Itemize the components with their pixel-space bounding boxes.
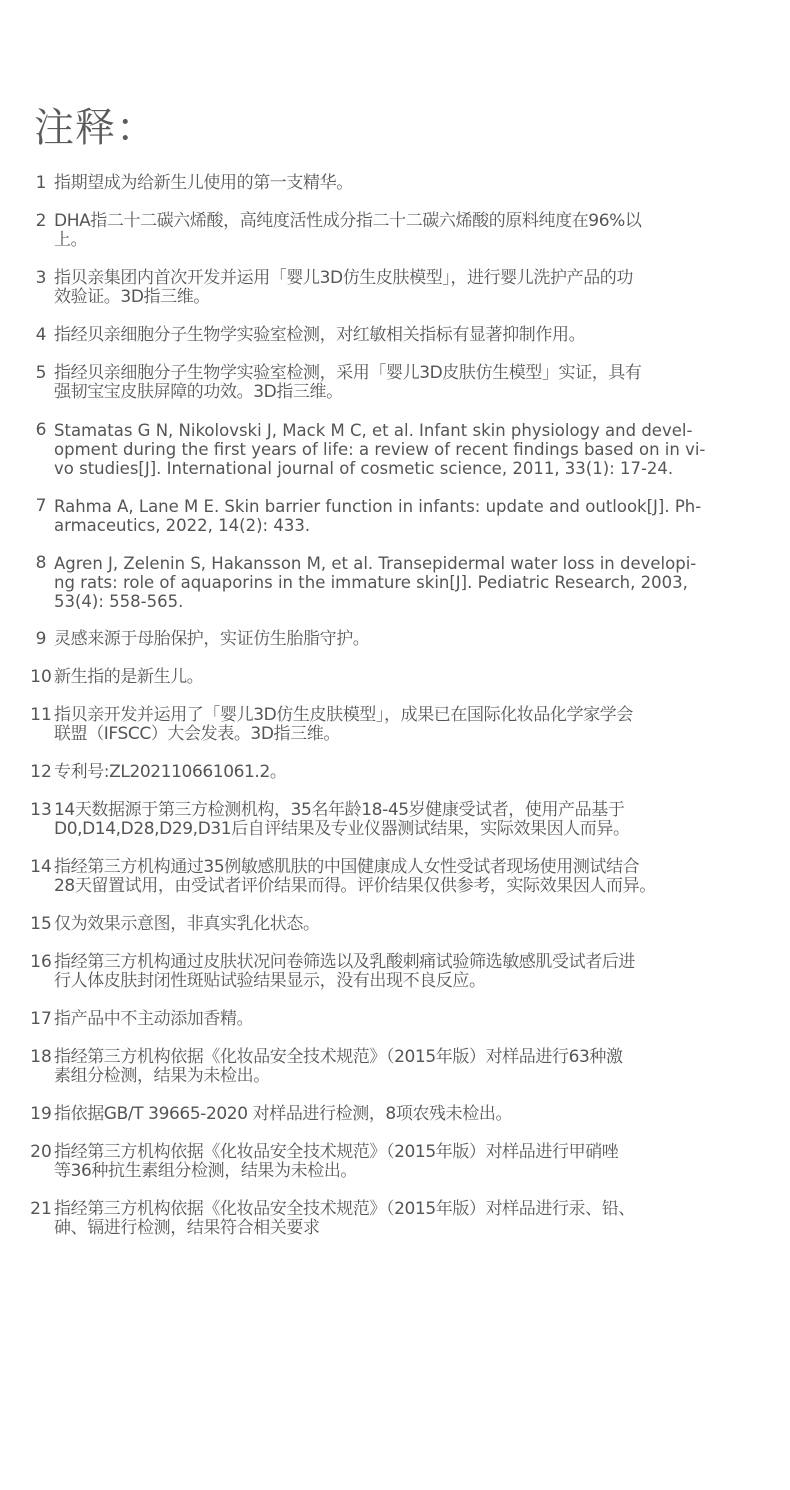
note-item bbox=[28, 706, 780, 744]
note-text: 指期望成为给新生儿使用的第一支精华。 bbox=[54, 173, 353, 193]
note-number: 20 bbox=[30, 1142, 52, 1162]
note-item bbox=[28, 1048, 780, 1086]
note-number: 13 bbox=[30, 800, 52, 820]
note-item bbox=[28, 269, 780, 307]
note-number: 14 bbox=[30, 857, 52, 877]
note-item bbox=[28, 801, 780, 839]
note-text: 专利号:ZL202110661061.2。 bbox=[54, 762, 287, 782]
note-number: 3 bbox=[35, 268, 47, 288]
note-number: 10 bbox=[30, 667, 52, 687]
note-item bbox=[28, 763, 780, 782]
note-text: 指依据GB/T 39665-2020 对样品进行检测，8项农残未检出。 bbox=[54, 1104, 513, 1124]
notes-list bbox=[28, 174, 780, 1257]
note-number: 15 bbox=[30, 914, 52, 934]
note-text: 指经贝亲细胞分子生物学实验室检测，采用「婴儿3D皮肤仿生模型」实证，具有 强韧宝宝皮肤屏障的功效。3D指三维。 bbox=[54, 363, 642, 402]
note-number: 8 bbox=[35, 553, 47, 573]
note-item bbox=[28, 174, 780, 193]
note-item bbox=[28, 421, 780, 478]
note-text: 灵感来源于母胎保护，实证仿生胎脂守护。 bbox=[54, 629, 370, 649]
note-number: 12 bbox=[30, 762, 52, 782]
note-text: 新生指的是新生儿。 bbox=[54, 667, 204, 687]
note-item bbox=[28, 1143, 780, 1181]
note-item bbox=[28, 1200, 780, 1238]
note-item bbox=[28, 858, 780, 896]
note-item bbox=[28, 668, 780, 687]
note-number: 1 bbox=[35, 173, 47, 193]
note-text: 指贝亲集团内首次开发并运用「婴儿3D仿生皮肤模型」，进行婴儿洗护产品的功 效验证。3D指三维。 bbox=[54, 268, 634, 307]
note-item bbox=[28, 554, 780, 611]
note-text: Stamatas G N, Nikolovski J, Mack M C, et al. Infant skin physiology and devel- opment during the first years of life: a review of recent findings based on in vi- vo studies[J]. International journal of cosmetic science, 2011, 33(1): 17-24. bbox=[54, 421, 706, 478]
note-item bbox=[28, 1105, 780, 1124]
note-text: 指经第三方机构依据《化妆品安全技术规范》（2015年版）对样品进行甲硝唑 等36种抗生素组分检测，结果为未检出。 bbox=[54, 1142, 619, 1181]
note-text: 指经贝亲细胞分子生物学实验室检测，对红敏相关指标有显著抑制作用。 bbox=[54, 325, 586, 345]
page-title: 注释： bbox=[34, 105, 157, 151]
note-item bbox=[28, 212, 780, 250]
note-number: 17 bbox=[30, 1009, 52, 1029]
note-number: 11 bbox=[30, 705, 52, 725]
note-text: Rahma A, Lane M E. Skin barrier function in infants: update and outlook[J]. Ph- armaceutics, 2022, 14(2): 433. bbox=[54, 497, 702, 535]
note-number: 19 bbox=[30, 1104, 52, 1124]
note-item bbox=[28, 497, 780, 535]
note-text: 指经第三方机构依据《化妆品安全技术规范》（2015年版）对样品进行汞、铅、 砷、镉进行检测，结果符合相关要求 bbox=[54, 1199, 635, 1238]
note-number: 6 bbox=[35, 420, 47, 440]
note-number: 2 bbox=[35, 211, 47, 231]
note-item bbox=[28, 326, 780, 345]
note-text: 指贝亲开发并运用了「婴儿3D仿生皮肤模型」，成果已在国际化妆品化学家学会 联盟（IFSCC）大会发表。3D指三维。 bbox=[54, 705, 634, 744]
note-number: 9 bbox=[35, 629, 47, 649]
note-item bbox=[28, 630, 780, 649]
note-text: 指经第三方机构通过皮肤状况问卷筛选以及乳酸刺痛试验筛选敏感肌受试者后进 行人体皮肤封闭性斑贴试验结果显示，没有出现不良反应。 bbox=[54, 952, 635, 991]
note-item bbox=[28, 364, 780, 402]
note-text: 指经第三方机构通过35例敏感肌肤的中国健康成人女性受试者现场使用测试结合 28天留置试用，由受试者评价结果而得。评价结果仅供参考，实际效果因人而异。 bbox=[54, 857, 656, 896]
note-number: 5 bbox=[35, 363, 47, 383]
note-number: 7 bbox=[35, 496, 47, 516]
note-number: 21 bbox=[30, 1199, 52, 1219]
note-item bbox=[28, 915, 780, 934]
note-text: 仅为效果示意图，非真实乳化状态。 bbox=[54, 914, 320, 934]
note-item bbox=[28, 953, 780, 991]
note-text: DHA指二十二碳六烯酸，高纯度活性成分指二十二碳六烯酸的原料纯度在96%以 上。 bbox=[54, 211, 642, 250]
note-text: 14天数据源于第三方检测机构，35名年龄18-45岁健康受试者，使用产品基于 D0,D14,D28,D29,D31后自评结果及专业仪器测试结果，实际效果因人而异。 bbox=[54, 800, 630, 839]
note-number: 16 bbox=[30, 952, 52, 972]
note-number: 4 bbox=[35, 325, 47, 345]
note-text: 指经第三方机构依据《化妆品安全技术规范》（2015年版）对样品进行63种激 素组分检测，结果为未检出。 bbox=[54, 1047, 623, 1086]
note-text: Agren J, Zelenin S, Hakansson M, et al. Transepidermal water loss in developi- ng rats: role of aquaporins in the immature skin[J]. Pediatric Research, 2003, 53(4): 558-565. bbox=[54, 554, 697, 611]
note-number: 18 bbox=[30, 1047, 52, 1067]
note-text: 指产品中不主动添加香精。 bbox=[54, 1009, 254, 1029]
note-item bbox=[28, 1010, 780, 1029]
